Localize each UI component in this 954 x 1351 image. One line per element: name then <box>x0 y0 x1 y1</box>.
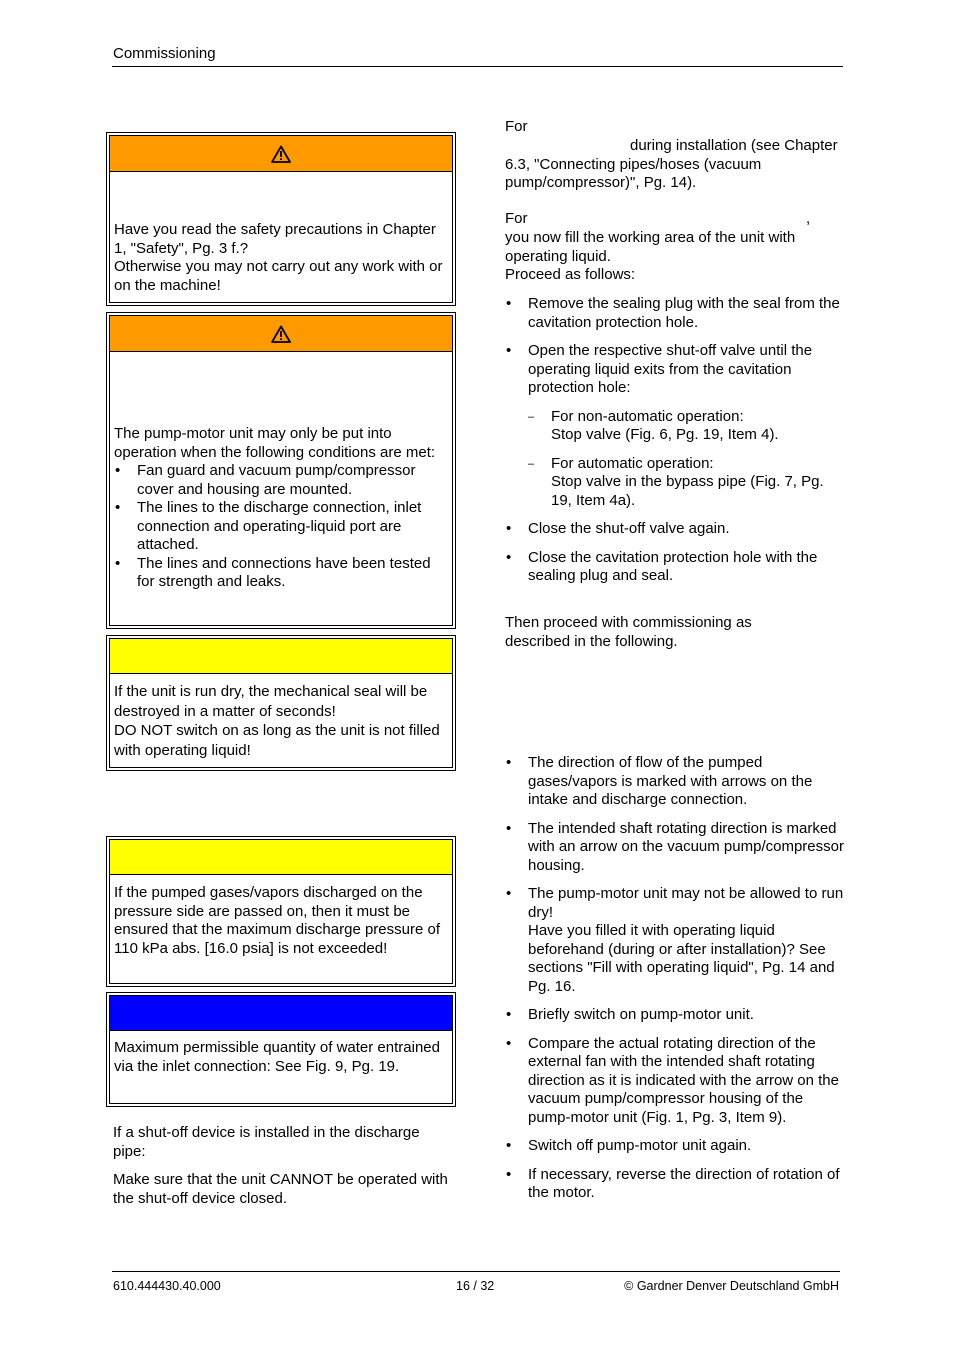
check-item: • Briefly switch on pump-motor unit. <box>505 1006 845 1025</box>
danger-band <box>110 316 452 352</box>
notice-text: Have you read the safety precautions in Chapter 1, "Safety", Pg. 3 f.? <box>114 221 436 257</box>
footer-page-number: 16 / 32 <box>456 1279 495 1293</box>
danger-notice-2 <box>106 312 456 629</box>
caution-notice-2-text: If the pumped gases/vapors discharged on the pressure side are passed on, then it must be ensured that the maximum discharge pressure of 110 kPa abs. [16.0 psia] is not exceeded! <box>114 884 440 957</box>
caution-band <box>110 840 452 875</box>
right-p2-lead: For <box>505 210 528 227</box>
sub-item-text: Stop valve in the bypass pipe (Fig. 7, Pg. 19, Item 4a). <box>551 473 824 509</box>
danger-notice-2-text <box>114 425 448 592</box>
shutoff-device-section <box>113 1124 453 1208</box>
list-item: • Fan guard and vacuum pump/compressor cover and housing are mounted. <box>114 462 448 499</box>
footer-copyright: © Gardner Denver Deutschland GmbH <box>624 1279 839 1293</box>
header-section-title: Commissioning <box>113 45 216 62</box>
danger-band <box>110 136 452 172</box>
step-item: • Open the respective shut-off valve until the operating liquid exits from the cavitation protection hole: <box>505 342 845 398</box>
sub-item-head: – For automatic operation: <box>551 454 714 472</box>
right-p2-proceed: Proceed as follows: <box>505 266 636 283</box>
right-p2-body: you now fill the working area of the unit with operating liquid. <box>505 229 796 265</box>
info-notice <box>106 992 456 1107</box>
sub-item-automatic <box>528 455 845 511</box>
notice-text: If the unit is run dry, the mechanical seal will be destroyed in a matter of seconds! <box>114 683 428 720</box>
sub-item-text: Stop valve (Fig. 6, Pg. 19, Item 4). <box>551 426 779 443</box>
footer-rule <box>112 1271 840 1272</box>
paragraph: If a shut-off device is installed in the discharge pipe: <box>113 1124 420 1160</box>
check-item: • Switch off pump-motor unit again. <box>505 1137 845 1156</box>
conditions-list <box>114 462 448 592</box>
right-p2-comma: , <box>806 210 811 227</box>
step-item: • Close the cavitation protection hole with the sealing plug and seal. <box>505 549 845 586</box>
check-item: • The direction of flow of the pumped gases/vapors is marked with arrows on the intake and discharge connection. <box>505 754 845 810</box>
header-rule <box>112 66 843 67</box>
footer-doc-number: 610.444430.40.000 <box>113 1279 221 1293</box>
right-p1-lead: For <box>505 118 528 135</box>
notice-intro: The pump-motor unit may only be put into operation when the following conditions are met: <box>114 425 436 461</box>
caution-band <box>110 639 452 674</box>
caution-notice-1-text <box>114 682 448 760</box>
step-item: • Close the shut-off valve again. <box>505 520 845 539</box>
rotation-checks <box>505 754 845 1203</box>
notice-band <box>110 996 452 1031</box>
check-item: • The pump-motor unit may not be allowed to run dry! Have you filled it with operating liquid beforehand (during or after installation)? See sections "Fill with operating liquid", Pg. 14 and Pg. 16. <box>505 885 845 996</box>
sub-item-non-automatic <box>528 408 845 445</box>
warning-triangle-icon <box>271 145 291 163</box>
warning-triangle-icon <box>271 325 291 343</box>
danger-notice-1 <box>106 132 456 306</box>
caution-notice-2 <box>106 836 456 987</box>
operation-sublist <box>528 408 845 511</box>
check-item: • If necessary, reverse the direction of rotation of the motor. <box>505 1166 845 1203</box>
list-item: • The lines to the discharge connection, inlet connection and operating-liquid port are attached. <box>114 499 448 555</box>
step-item: • Remove the sealing plug with the seal from the cavitation protection hole. <box>505 295 845 332</box>
caution-notice-1 <box>106 635 456 771</box>
notice-text: Otherwise you may not carry out any work with or on the machine! <box>114 258 443 294</box>
then-proceed-text: Then proceed with commissioning as described in the following. <box>505 614 752 650</box>
notice-text: DO NOT switch on as long as the unit is not filled with operating liquid! <box>114 722 440 759</box>
danger-notice-1-text <box>114 221 448 295</box>
check-item: • Compare the actual rotating direction of the external fan with the intended shaft rotating direction as it is indicated with the arrow on the vacuum pump/compressor housing of the pump-motor unit (Fig. 1, Pg. 3, Item 9). <box>505 1035 845 1128</box>
sub-item-head: – For non-automatic operation: <box>551 407 744 425</box>
right-p1-body: during installation (see Chapter 6.3, "Connecting pipes/hoses (vacuum pump/compressor)", Pg. 14). <box>505 137 838 191</box>
fill-steps <box>505 295 845 586</box>
check-item: • The intended shaft rotating direction is marked with an arrow on the vacuum pump/compressor housing. <box>505 820 845 876</box>
paragraph: Make sure that the unit CANNOT be operated with the shut-off device closed. <box>113 1171 448 1207</box>
list-item: • The lines and connections have been tested for strength and leaks. <box>114 555 448 592</box>
info-notice-text: Maximum permissible quantity of water entrained via the inlet connection: See Fig. 9, Pg. 19. <box>114 1039 440 1075</box>
